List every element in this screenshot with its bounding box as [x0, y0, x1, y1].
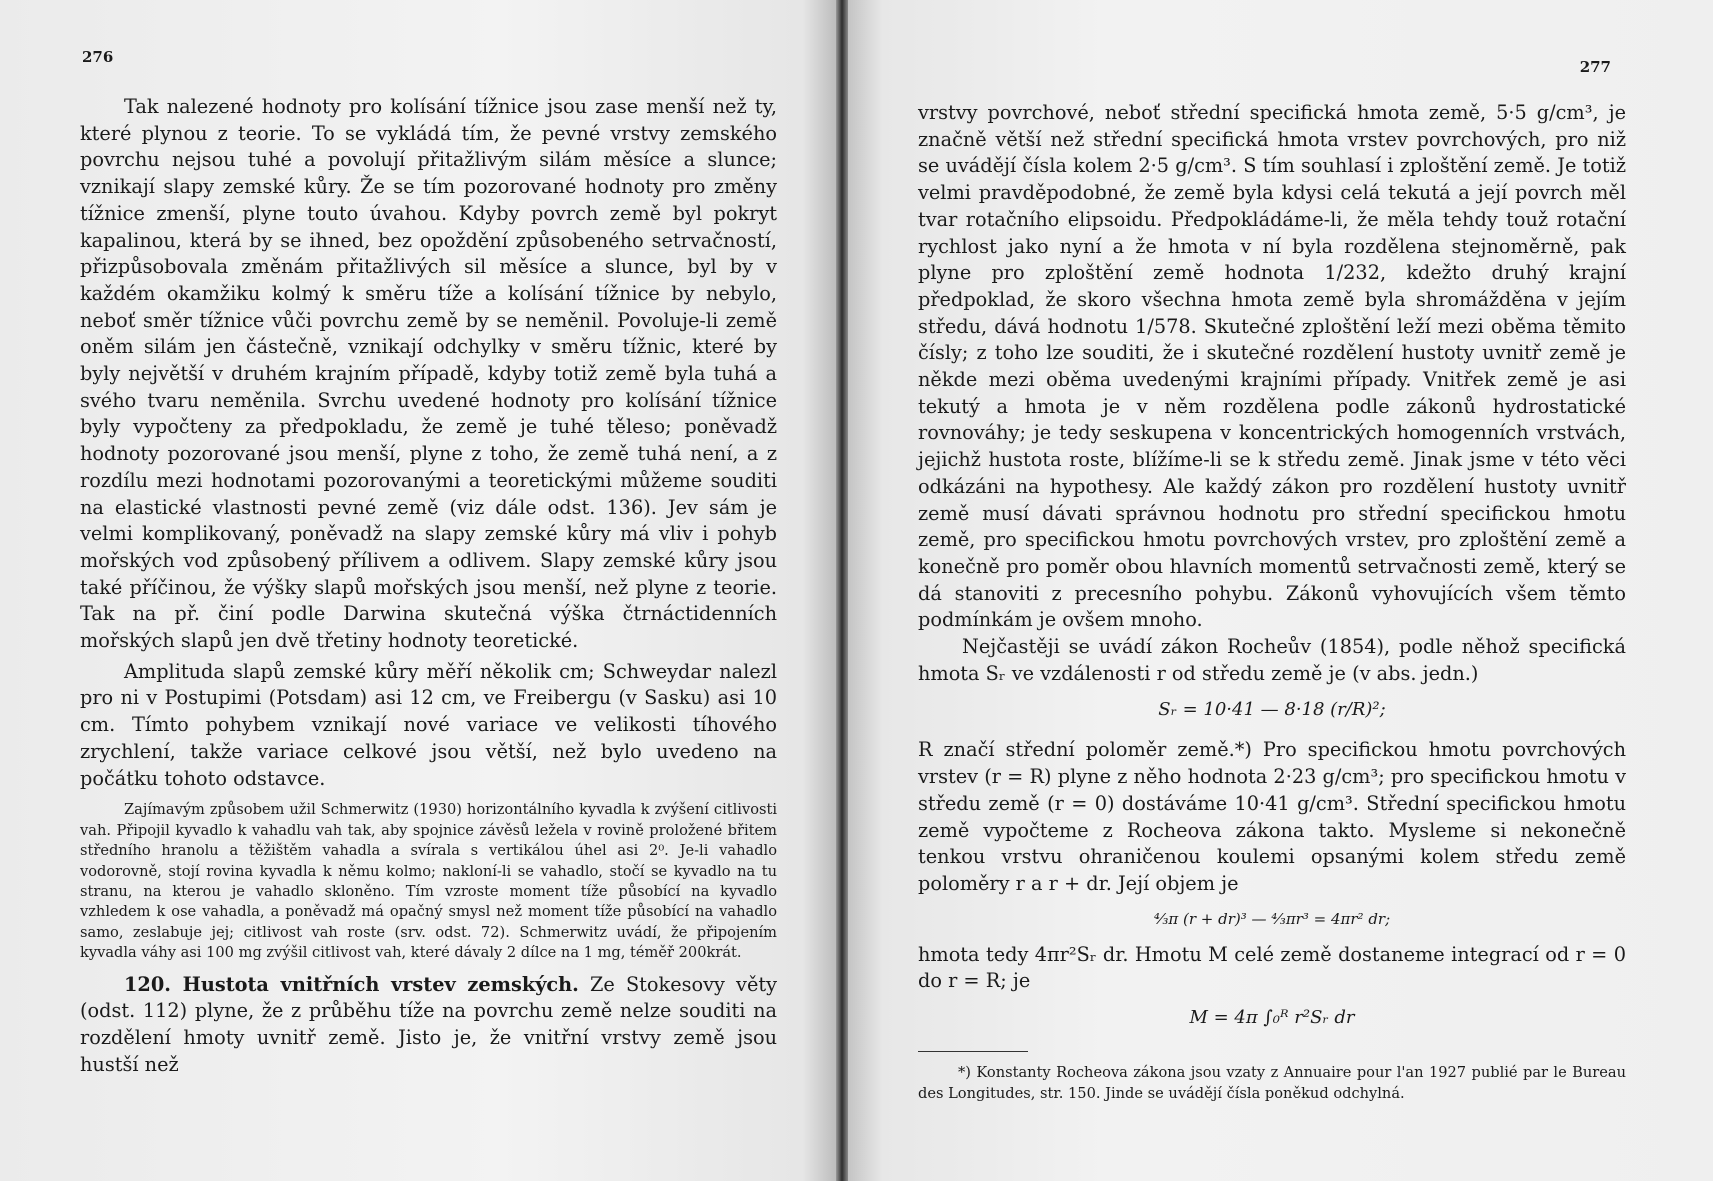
paragraph: R značí střední poloměr země.*) Pro specifickou hmotu povrchových vrstev (r = R) plyne z něho hodnota 2·23 g/cm³; pro specifickou hmotu v středu země (r = 0) dostáváme 10·41 g/cm³. Střední specifickou hmotu země vypočteme z Rocheova zákona takto. Mysleme si nekonečně tenkou vrstvu ohraničenou koulemi opsanými kolem středu země poloměry r a r + dr. Její objem je [918, 738, 1626, 895]
footnote: *) Konstanty Rocheova zákona jsou vzaty z Annuaire pour l'an 1927 publié par le Bureau des Longitudes, str. 150. Jinde se uvádějí čísla poněkud odchylná. [918, 1064, 1626, 1103]
paragraph: Amplituda slapů zemské kůry měří několik cm; Schweydar nalezl pro ni v Postupimi (Potsdam) asi 12 cm, ve Freibergu (v Sasku) asi 10 cm. Tímto pohybem vznikají nové variace ve velikosti tíhového zrychlení, takže variace celkové jsou větší, než bylo uvedeno na počátku tohoto odstavce. [80, 659, 777, 790]
small-print-paragraph: Zajímavým způsobem užil Schmerwitz (1930) horizontálního kyvadla k zvýšení citlivosti vah. Připojil kyvadlo k vahadlu vah tak, aby spojnice závěsů ležela v rovině proložené břitem středního hranolu a těžištěm vahadla a svírala s vertikálou úhel asi 2⁰. Je-li vahadlo vodorovně, stojí rovina kyvadla k němu kolmo; nakloní-li se vahadlo, stočí se kyvadlo na tu stranu, na kterou je vahadlo skloněno. Tím vzroste moment tíže působící na kyvadlo vzhledem k ose vahadla, a poněvadž má opačný smysl než moment tíže působící na vahadlo samo, zeslabuje jej; citlivost vah roste (srv. odst. 72). Schmerwitz uvádí, že připojením kyvadla váhy asi 100 mg zvýšil citlivost vah, které dávaly 2 dílce na 1 mg, téměř 200krát. [80, 801, 777, 962]
paragraph: Nejčastěji se uvádí zákon Rocheův (1854), podle něhož specifická hmota Sᵣ ve vzdálenosti r od středu země je (v abs. jedn.) [918, 635, 1626, 685]
left-page [0, 0, 836, 1181]
book-gutter [836, 0, 848, 1181]
formula-shell-volume: ⁴⁄₃π (r + dr)³ — ⁴⁄₃πr³ = 4πr² dr; [1153, 909, 1391, 928]
paragraph: vrstvy povrchové, neboť střední specifická hmota země, 5·5 g/cm³, je značně větší než střední specifická hmota vrstev povrchových, pro niž se uvádějí čísla kolem 2·5 g/cm³. S tím souhlasí i zploštění země. Je totiž velmi pravděpodobné, že země byla kdysi celá tekutá a její povrch měl tvar rotačního elipsoidu. Předpokládáme-li, že měla tehdy touž rotační rychlost jako nyní a že hmota v ní byla rozdělena stejnoměrně, pak plyne pro zploštění země hodnota 1/232, kdežto druhý krajní předpoklad, že skoro všechna hmota země byla shromážděna v jejím středu, dává hodnotu 1/578. Skutečné zploštění leží mezi oběma těmito čísly; z toho lze souditi, že i skutečné rozdělení hustoty uvnitř země je někde mezi oběma uvedenými krajními případy. Vnitřek země je asi tekutý a hmota je v něm rozdělena podle zákonů hydrostatické rovnováhy; je tedy seskupena v koncentrických homogenních vrstvách, jejichž hustota roste, blížíme-li se k středu země. Jinak jsme v této věci odkázáni na hypothesy. Ale každý zákon pro rozdělení hustoty uvnitř země musí dávati správnou hodnotu pro střední specifickou hmotu země, pro specifickou hmotu povrchových vrstev, pro zploštění země a konečně pro poměr obou hlavních momentů setrvačnosti země, který se dá stanoviti z precesního pohybu. Zákonů vyhovujících všem těmto podmínkám je ovšem mnoho. [918, 101, 1626, 632]
right-page [848, 0, 1713, 1181]
formula-roche-law: Sᵣ = 10·41 — 8·18 (r/R)²; [1158, 699, 1386, 721]
footnote-rule [918, 1051, 1028, 1052]
section-heading: 120. Hustota vnitřních vrstev zemských. [124, 972, 579, 996]
paragraph: Tak nalezené hodnoty pro kolísání tížnice jsou zase menší než ty, které plynou z teorie. To se vykládá tím, že pevné vrstvy zemského povrchu nejsou tuhé a povolují přitažlivým silám měsíce a slunce; vznikají slapy zemské kůry. Že se tím pozorované hodnoty pro změny tížnice zmenší, plyne touto úvahou. Kdyby povrch země byl pokryt kapalinou, která by se ihned, bez opoždění způsobeného setrvačností, přizpůsobovala změnám přitažlivých sil měsíce a slunce, byl by v každém okamžiku kolmý k směru tíže a kolísání tížnice by nebylo, neboť směr tížnice vůči povrchu země by se neměnil. Povoluje-li země oněm silám jen částečně, vznikají odchylky v směru tížnic, které by byly největší v druhém krajním případě, kdyby totiž země byla tuhá a svého tvaru neměnila. Svrchu uvedené hodnoty pro kolísání tížnice byly vypočteny za předpokladu, že země je tuhé těleso; poněvadž hodnoty pozorované jsou menší, plyne z toho, že země tuhá není, a z rozdílu mezi hodnotami pozorovanými a teoretickými můžeme souditi na elastické vlastnosti pevné země (viz dále odst. 136). Jev sám je velmi komplikovaný, poněvadž na slapy zemské kůry má vliv i pohyb mořských vod způsobený přílivem a odlivem. Slapy zemské kůry jsou také příčinou, že výšky slapů mořských jsou menší, než plyne z teorie. Tak na př. činí podle Darwina skutečná výška čtrnáctidenních mořských slapů jen dvě třetiny hodnoty teoretické. [80, 95, 777, 653]
formula-mass-integral: M = 4π ∫₀ᴿ r²Sᵣ dr [1189, 1007, 1355, 1029]
left-page-body [80, 94, 777, 1078]
right-page-body [918, 100, 1626, 1104]
page-number: 276 [82, 48, 114, 66]
section-paragraph [80, 972, 777, 1079]
page-number: 277 [1579, 58, 1611, 76]
paragraph: hmota tedy 4πr²Sᵣ dr. Hmotu M celé země dostaneme integrací od r = 0 do r = R; je [918, 942, 1626, 993]
section-text: Ze Stokesovy věty (odst. 112) plyne, že z průběhu tíže na povrchu země nelze souditi na rozdělení hmoty uvnitř země. Jisto je, že vnitřní vrstvy země jsou hustší než [80, 972, 777, 1076]
